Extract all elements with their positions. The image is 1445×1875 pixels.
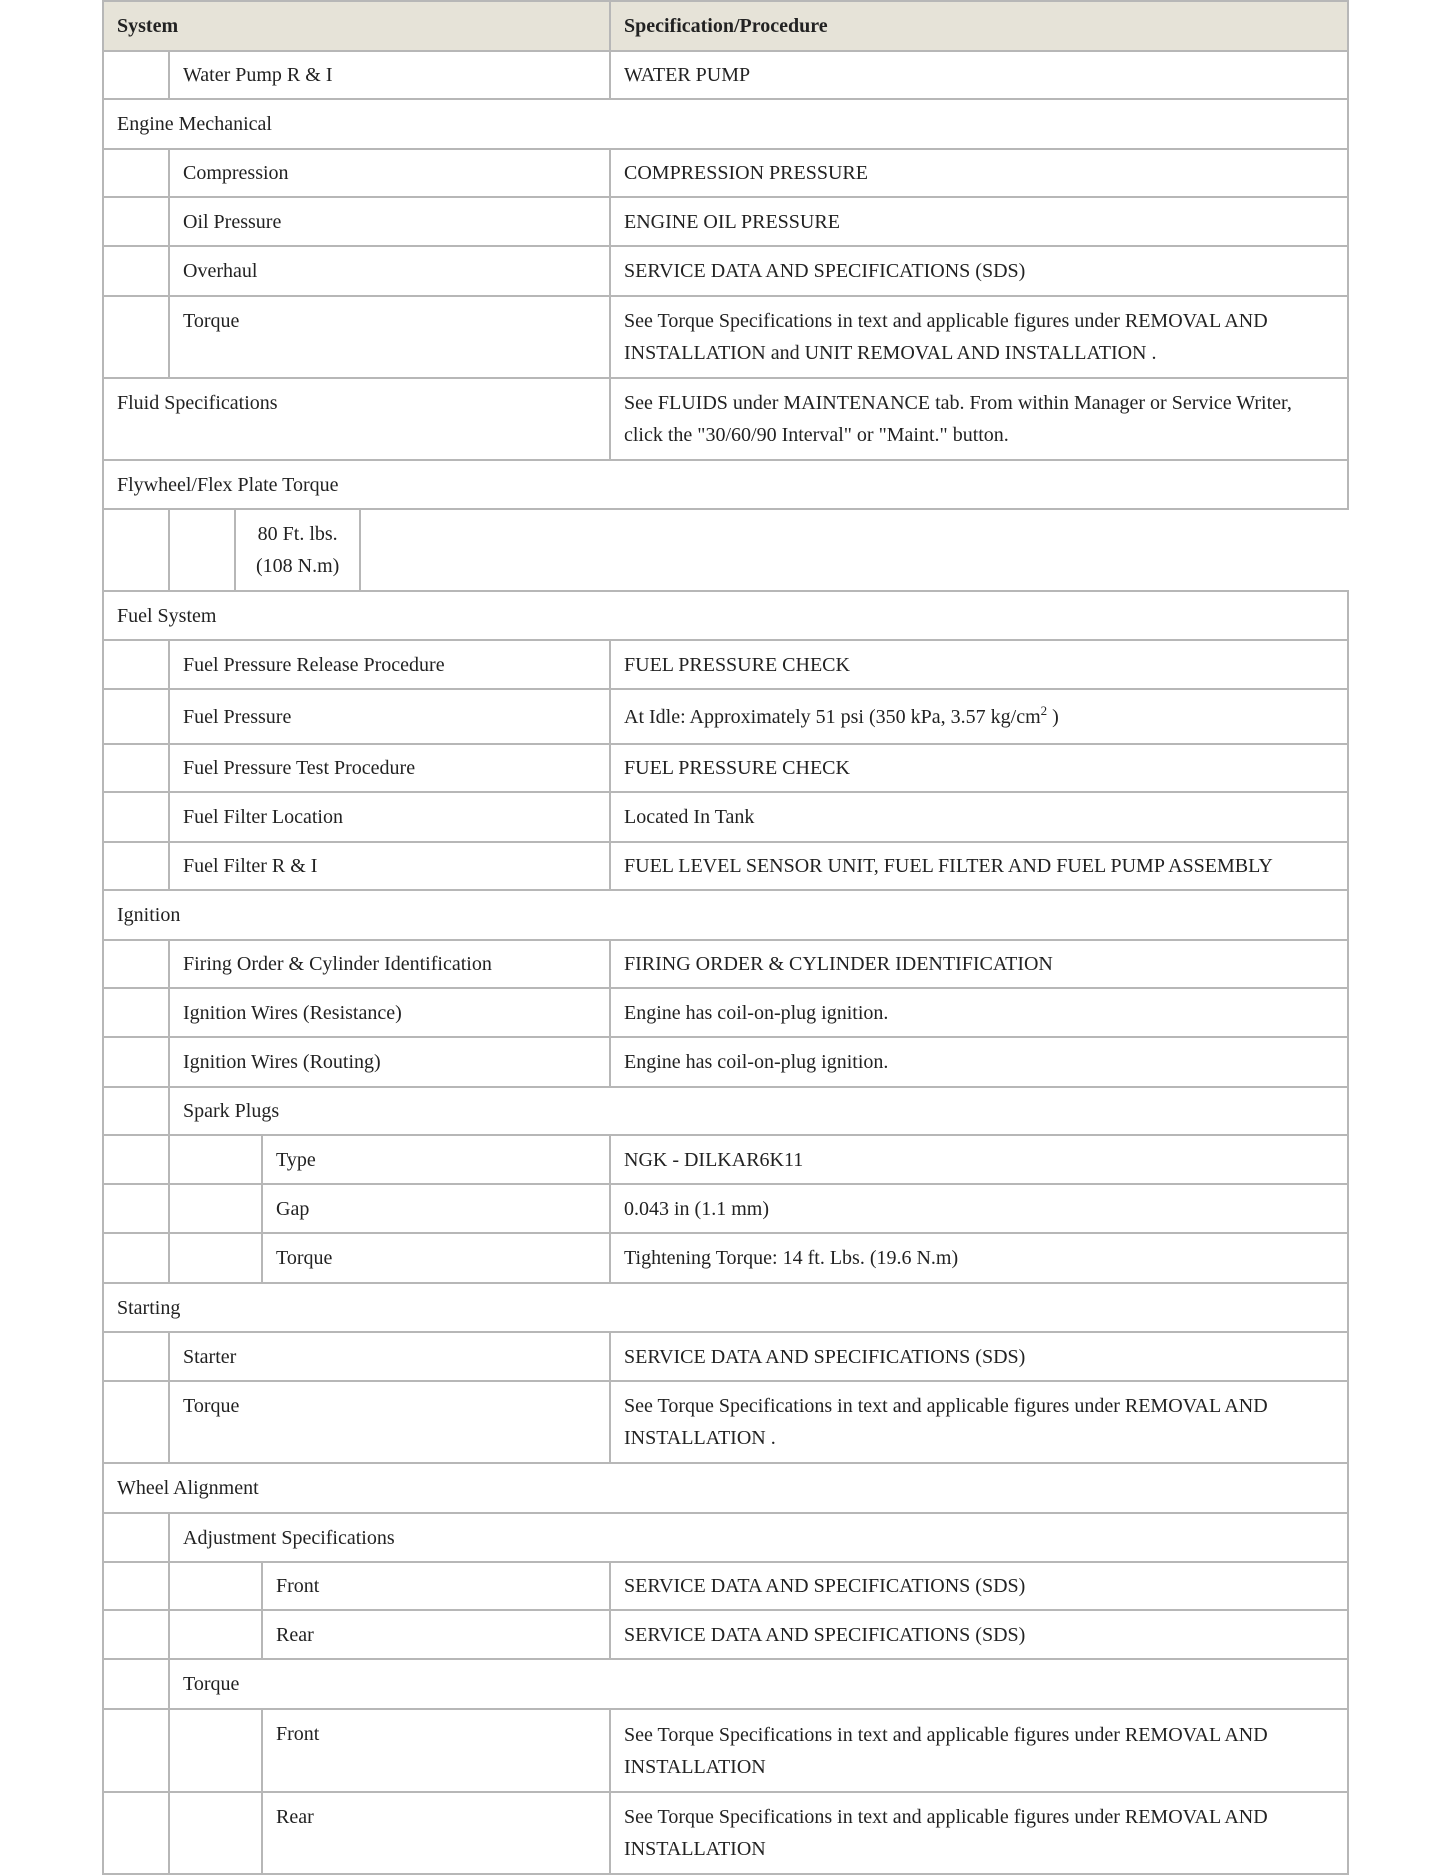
row-value: FIRING ORDER & CYLINDER IDENTIFICATION: [610, 940, 1348, 988]
indent-cell: [103, 1792, 169, 1874]
row-value: SERVICE DATA AND SPECIFICATIONS (SDS): [610, 1610, 1348, 1659]
indent-cell: [103, 1135, 169, 1184]
indent-cell: [103, 792, 169, 842]
subsection-spark-plugs: Spark Plugs: [169, 1087, 1348, 1135]
indent-cell: [103, 1562, 169, 1610]
row-label: Compression: [169, 149, 610, 197]
indent-cell: [103, 246, 169, 296]
section-fuel-system: Fuel System: [103, 591, 1348, 640]
row-label: Fuel Filter R & I: [169, 842, 610, 890]
section-row: [103, 99, 1348, 149]
indent-cell: [169, 1184, 262, 1233]
flywheel-torque-value: 80 Ft. lbs. (108 N.m): [235, 509, 360, 591]
row-value: Engine has coil-on-plug ignition.: [610, 1037, 1348, 1087]
row-label: Torque: [183, 310, 240, 332]
row-value: See Torque Specifications in text and applicable figures under REMOVAL AND INSTALLATION and UNIT REMOVAL AND INSTALLATION .: [624, 310, 1268, 364]
row-label: Torque: [183, 1395, 240, 1417]
indent-cell: [169, 1135, 262, 1184]
table-row: [103, 689, 1348, 744]
row-value: At Idle: Approximately 51 psi (350 kPa, 3.57 $kg/cm^2$ ): [610, 689, 1348, 744]
row-label: Rear: [276, 1806, 314, 1828]
header-specification: Specification/Procedure: [610, 1, 1348, 51]
table-header-row: [103, 1, 1348, 51]
indent-cell: [103, 1332, 169, 1381]
row-label: Fuel Filter Location: [169, 792, 610, 842]
indent-cell: [103, 1184, 169, 1233]
header-system: System: [103, 1, 610, 51]
table-row: [103, 1709, 1348, 1792]
row-value: FUEL LEVEL SENSOR UNIT, FUEL FILTER AND FUEL PUMP ASSEMBLY: [610, 842, 1348, 890]
row-value: SERVICE DATA AND SPECIFICATIONS (SDS): [610, 1562, 1348, 1610]
indent-cell: [103, 197, 169, 246]
indent-cell: [103, 1037, 169, 1087]
row-label: Gap: [262, 1184, 610, 1233]
table-row: [103, 744, 1348, 792]
section-flywheel: Flywheel/Flex Plate Torque: [103, 460, 1348, 509]
table-row: [103, 792, 1348, 842]
indent-cell: [103, 988, 169, 1037]
section-engine-mechanical: Engine Mechanical: [103, 99, 1348, 149]
row-label: Rear: [262, 1610, 610, 1659]
row-value: FUEL PRESSURE CHECK: [610, 744, 1348, 792]
table-row: [103, 1233, 1348, 1283]
row-value: See Torque Specifications in text and applicable figures under REMOVAL AND INSTALLATION: [624, 1723, 1268, 1778]
indent-cell: [103, 940, 169, 988]
subsection-torque: Torque: [169, 1659, 1348, 1709]
subsection-row: [103, 1659, 1348, 1709]
row-value: COMPRESSION PRESSURE: [610, 149, 1348, 197]
section-row: [103, 890, 1348, 940]
table-row: [103, 940, 1348, 988]
table-row: [103, 1562, 1348, 1610]
section-row: [103, 1463, 1348, 1513]
indent-cell: [103, 1381, 169, 1463]
row-label: Overhaul: [169, 246, 610, 296]
table-row: [103, 1792, 1348, 1874]
row-label: Torque: [262, 1233, 610, 1283]
table-row: [103, 378, 1348, 460]
row-value: Engine has coil-on-plug ignition.: [610, 988, 1348, 1037]
table-row: [103, 1037, 1348, 1087]
row-value: Located In Tank: [610, 792, 1348, 842]
row-value: 0.043 in (1.1 mm): [610, 1184, 1348, 1233]
row-value: SERVICE DATA AND SPECIFICATIONS (SDS): [610, 1332, 1348, 1381]
indent-cell: [169, 1562, 262, 1610]
indent-cell: [103, 51, 169, 99]
section-row: [103, 1283, 1348, 1332]
indent-cell: [103, 1087, 169, 1135]
specification-table: [102, 0, 1349, 1875]
table-row: [103, 640, 1348, 689]
row-label: Ignition Wires (Resistance): [169, 988, 610, 1037]
row-label: Fluid Specifications: [117, 392, 278, 414]
indent-cell: [103, 149, 169, 197]
row-label: Ignition Wires (Routing): [169, 1037, 610, 1087]
row-label: Starter: [169, 1332, 610, 1381]
indent-cell: [103, 744, 169, 792]
row-label: Fuel Pressure Release Procedure: [169, 640, 610, 689]
row-value: FUEL PRESSURE CHECK: [610, 640, 1348, 689]
indent-cell: [103, 1659, 169, 1709]
indent-cell: [169, 1709, 262, 1792]
indent-cell: [169, 1792, 262, 1874]
table-row: [103, 988, 1348, 1037]
row-value: See FLUIDS under MAINTENANCE tab. From within Manager or Service Writer, click the "30/60/90 Interval" or "Maint." button.: [624, 392, 1292, 446]
row-value: ENGINE OIL PRESSURE: [610, 197, 1348, 246]
indent-cell: [103, 640, 169, 689]
indent-cell: [103, 1513, 169, 1562]
indent-cell: [169, 1610, 262, 1659]
row-value: See Torque Specifications in text and applicable figures under REMOVAL AND INSTALLATION: [624, 1806, 1268, 1860]
subsection-row: [103, 1513, 1348, 1562]
indent-cell: [103, 1233, 169, 1283]
flywheel-value-row: [103, 509, 1348, 591]
row-label: Front: [262, 1562, 610, 1610]
row-value: SERVICE DATA AND SPECIFICATIONS (SDS): [610, 246, 1348, 296]
table-row: [103, 296, 1348, 378]
section-ignition: Ignition: [103, 890, 1348, 940]
table-row: [103, 51, 1348, 99]
row-label: Fuel Pressure Test Procedure: [169, 744, 610, 792]
subsection-row: [103, 1087, 1348, 1135]
row-label: Fuel Pressure: [169, 689, 610, 744]
row-label: Type: [262, 1135, 610, 1184]
row-label: Oil Pressure: [169, 197, 610, 246]
indent-cell: [103, 1610, 169, 1659]
row-label: Front: [276, 1723, 320, 1745]
indent-cell: [169, 1233, 262, 1283]
table-row: [103, 842, 1348, 890]
row-label: Water Pump R & I: [169, 51, 610, 99]
row-value: WATER PUMP: [610, 51, 1348, 99]
indent-cell: [103, 1709, 169, 1792]
section-row: [103, 460, 1348, 509]
table-row: [103, 1381, 1348, 1463]
row-value: NGK - DILKAR6K11: [610, 1135, 1348, 1184]
row-label: Firing Order & Cylinder Identification: [169, 940, 610, 988]
row-value: Tightening Torque: 14 ft. Lbs. (19.6 N.m): [610, 1233, 1348, 1283]
table-row: [103, 1135, 1348, 1184]
table-row: [103, 246, 1348, 296]
table-row: [103, 1332, 1348, 1381]
table-row: [103, 1610, 1348, 1659]
section-row: [103, 591, 1348, 640]
table-row: [103, 149, 1348, 197]
section-starting: Starting: [103, 1283, 1348, 1332]
table-row: [103, 197, 1348, 246]
table-row: [103, 1184, 1348, 1233]
indent-cell: [103, 842, 169, 890]
indent-cell: [103, 296, 169, 378]
indent-cell: [103, 689, 169, 744]
indent-cell: [103, 509, 169, 591]
flywheel-value-table: [234, 508, 361, 592]
subsection-adjustment-specifications: Adjustment Specifications: [169, 1513, 1348, 1562]
row-value: See Torque Specifications in text and applicable figures under REMOVAL AND INSTALLATION .: [624, 1395, 1268, 1449]
section-wheel-alignment: Wheel Alignment: [103, 1463, 1348, 1513]
